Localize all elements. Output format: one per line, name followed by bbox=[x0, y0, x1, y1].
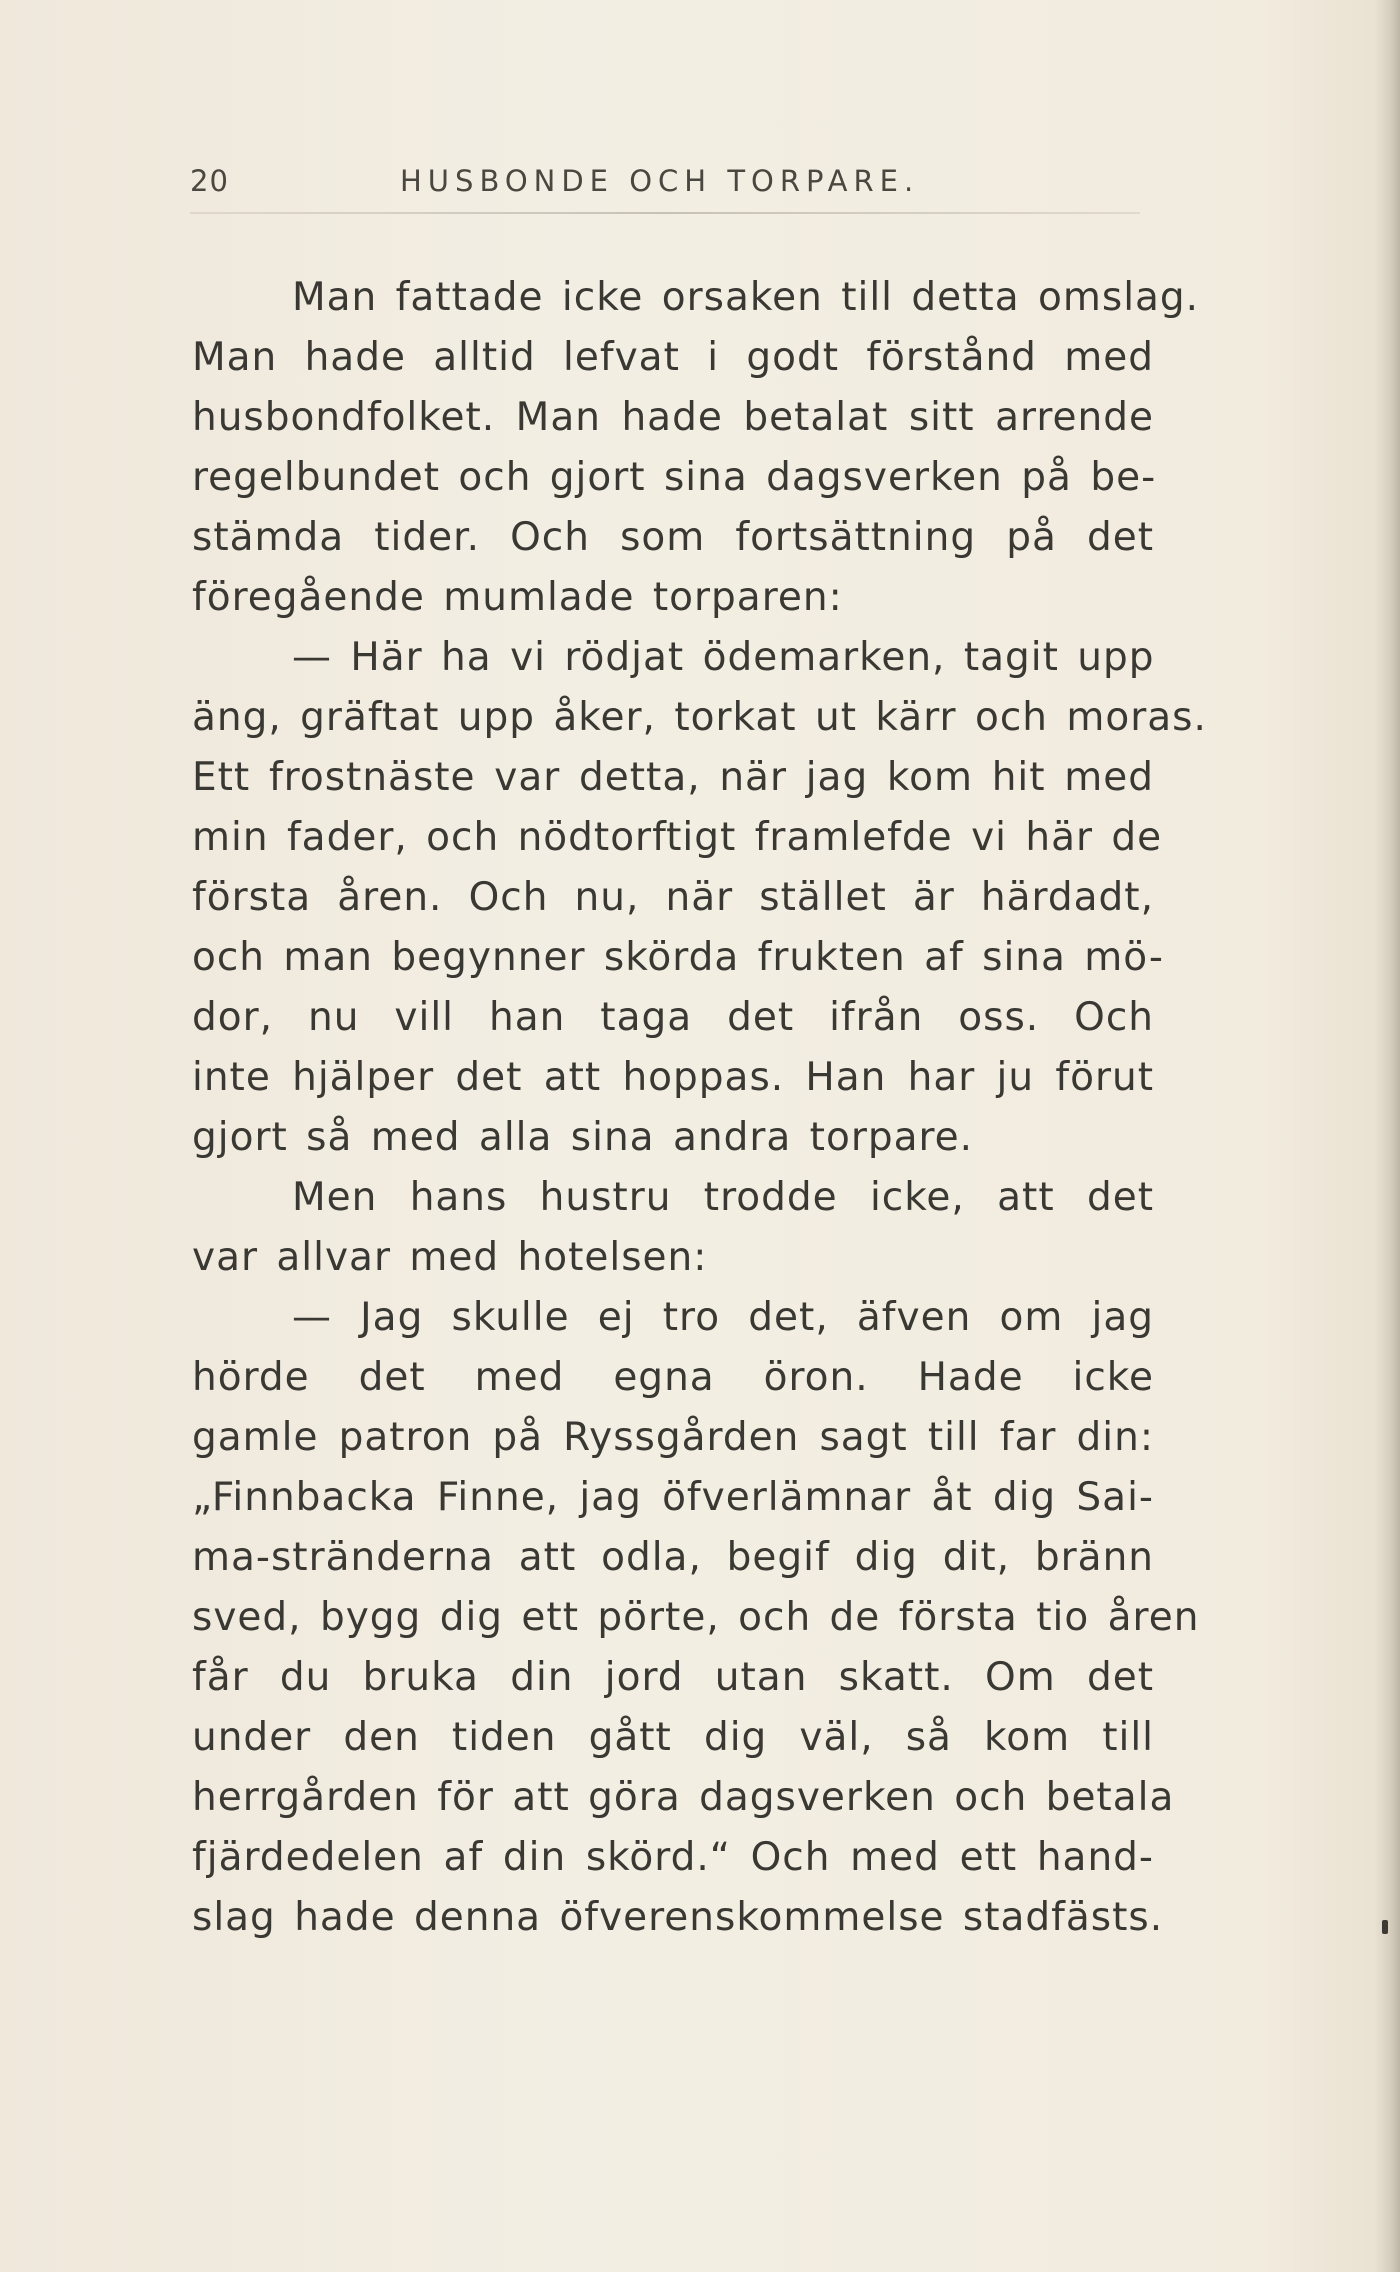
text-line: fjärdedelen af din skörd.“ Och med ett hand- bbox=[192, 1835, 1154, 1880]
text-line: och man begynner skörda frukten af sina mö- bbox=[192, 935, 1164, 980]
text-line: hörde det med egna öron. Hade icke bbox=[192, 1355, 1154, 1400]
text-line: slag hade denna öfverenskommelse stadfästs. bbox=[192, 1895, 1164, 1940]
body-text bbox=[192, 268, 1207, 1948]
text-line: husbondfolket. Man hade betalat sitt arrende bbox=[192, 395, 1154, 440]
page-number: 20 bbox=[190, 164, 229, 198]
text-line: dor, nu vill han taga det ifrån oss. Och bbox=[192, 995, 1154, 1040]
text-line: — Här ha vi rödjat ödemarken, tagit upp bbox=[292, 635, 1155, 680]
text-line: första åren. Och nu, när stället är härdadt, bbox=[192, 875, 1154, 920]
text-line: sved, bygg dig ett pörte, och de första tio åren bbox=[192, 1595, 1200, 1640]
page-header bbox=[190, 160, 1155, 210]
text-line: ma-stränderna att odla, begif dig dit, bränn bbox=[192, 1535, 1154, 1580]
text-line: var allvar med hotelsen: bbox=[192, 1235, 708, 1280]
text-line: under den tiden gått dig väl, så kom till bbox=[192, 1715, 1154, 1760]
text-line: — Jag skulle ej tro det, äfven om jag bbox=[292, 1295, 1154, 1340]
text-line: herrgården för att göra dagsverken och betala bbox=[192, 1775, 1175, 1820]
text-line: föregående mumlade torparen: bbox=[192, 575, 843, 620]
text-line: gjort så med alla sina andra torpare. bbox=[192, 1115, 974, 1160]
text-line: Men hans hustru trodde icke, att det bbox=[292, 1175, 1154, 1220]
ink-speck bbox=[1382, 1920, 1388, 1934]
text-line: Man hade alltid lefvat i godt förstånd med bbox=[192, 335, 1154, 380]
text-line: gamle patron på Ryssgården sagt till far din: bbox=[192, 1415, 1154, 1460]
text-line: inte hjälper det att hoppas. Han har ju förut bbox=[192, 1055, 1154, 1100]
text-line: Ett frostnäste var detta, när jag kom hit med bbox=[192, 755, 1154, 800]
text-line: min fader, och nödtorftigt framlefde vi här de bbox=[192, 815, 1163, 860]
text-line: „Finnbacka Finne, jag öfverlämnar åt dig Sai- bbox=[192, 1475, 1154, 1520]
text-line: regelbundet och gjort sina dagsverken på be- bbox=[192, 455, 1157, 500]
running-title: HUSBONDE OCH TORPARE. bbox=[400, 164, 920, 198]
text-line: Man fattade icke orsaken till detta omslag. bbox=[292, 275, 1200, 320]
header-rule bbox=[190, 212, 1140, 214]
text-line: stämda tider. Och som fortsättning på det bbox=[192, 515, 1154, 560]
text-line: äng, gräftat upp åker, torkat ut kärr och moras. bbox=[192, 695, 1207, 740]
text-line: får du bruka din jord utan skatt. Om det bbox=[192, 1655, 1154, 1700]
